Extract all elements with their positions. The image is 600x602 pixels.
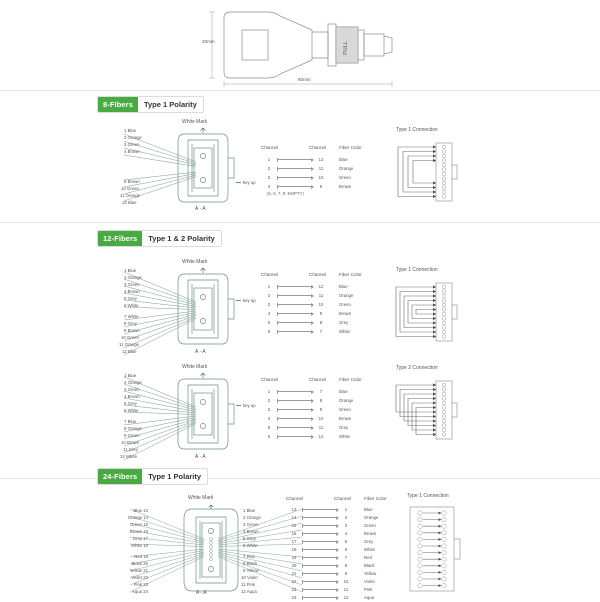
fiber-color: Blue [339, 389, 348, 394]
fiber-label: 7 White [124, 314, 139, 319]
map-arrow [302, 549, 338, 550]
fiber-label: 9 Brown [124, 328, 140, 333]
polarity-label-8-fibers: Type 1 Polarity [138, 97, 203, 112]
table-header-left: Channel [286, 496, 304, 501]
fiber-color: Aqua [364, 595, 375, 600]
fiber-color: Blue [339, 157, 348, 162]
table-header-left: Channel [261, 377, 279, 382]
table-header-color: Fiber Color [364, 496, 387, 501]
fiber-color: Grey [339, 320, 349, 325]
channel-b: 7 [344, 555, 348, 560]
connection-diagram-12f-t2 [392, 379, 472, 441]
channel-b: 9 [319, 184, 323, 189]
channel-b: 11 [318, 166, 324, 171]
fiber-label: 12 Aqua [241, 589, 257, 594]
channel-a: 2 [267, 293, 271, 298]
channel-b: 9 [319, 311, 323, 316]
section-cut-label-8f: A - A [195, 206, 206, 212]
fiber-label: 12 Blue [122, 349, 137, 354]
fiber-label: Violet 22 [131, 575, 148, 580]
map-arrow [302, 565, 338, 566]
channel-a: 13 [291, 507, 297, 512]
map-arrow [277, 322, 313, 323]
channel-a: 5 [267, 425, 271, 430]
channel-b: 12 [343, 595, 349, 600]
table-header-left: Channel [261, 272, 279, 277]
map-arrow [277, 436, 313, 437]
connection-title-12f-t1: Type 1 Connection [396, 267, 438, 273]
table-header-left: Channel [261, 145, 279, 150]
height-dimension-label: 20mm [202, 39, 215, 44]
channel-a: 5 [267, 320, 271, 325]
channel-b: 7 [319, 389, 323, 394]
fiber-label: 8 Grey [124, 321, 137, 326]
fiber-color: Orange [339, 166, 354, 171]
channel-a: 17 [291, 539, 297, 544]
fiber-label: Aqua 24 [131, 589, 148, 594]
fiber-label: Green 15 [130, 522, 148, 527]
table-header-right: Channel [309, 272, 327, 277]
map-arrow [302, 573, 338, 574]
channel-b: 8 [344, 563, 348, 568]
table-header-color: Fiber Color [339, 377, 362, 382]
channel-b: 2 [344, 515, 348, 520]
fiber-color: White [364, 547, 375, 552]
channel-a: 23 [291, 587, 297, 592]
fiber-label: 7 Blue [124, 419, 137, 424]
white-mark-label-12f-t2: White Mark [182, 364, 208, 370]
fiber-color: Orange [364, 515, 379, 520]
fiber-label: 10 Green [121, 335, 139, 340]
fiber-color: Black [364, 563, 375, 568]
white-mark-label-12f-t1: White Mark [182, 259, 208, 265]
map-arrow [302, 581, 338, 582]
fiber-color: Green [339, 302, 351, 307]
fiber-label: 10 Brown [121, 440, 140, 445]
pull-tab-label: PULL [343, 41, 349, 55]
badge-24-fibers: 24-Fibers [98, 469, 142, 484]
fiber-color: Brown [364, 531, 377, 536]
fiber-label: 8 Black [243, 561, 258, 566]
map-arrow [277, 400, 313, 401]
channel-b: 7 [319, 329, 323, 334]
fiber-color: Blue [339, 284, 348, 289]
channel-a: 24 [291, 595, 297, 600]
channel-b: 4 [344, 531, 348, 536]
fiber-color: Grey [339, 425, 349, 430]
channel-a: 20 [291, 563, 297, 568]
fiber-label: 12 White [120, 454, 137, 459]
channel-b: 12 [318, 434, 324, 439]
map-arrow [277, 168, 313, 169]
fiber-label: Grey 17 [132, 536, 148, 541]
badge-8-fibers: 8-Fibers [98, 97, 138, 112]
table-header-right: Channel [309, 377, 327, 382]
fiber-label: 1 Blue [124, 373, 137, 378]
channel-b: 1 [344, 507, 348, 512]
fiber-color: Green [339, 175, 351, 180]
channel-a: 6 [267, 434, 271, 439]
fiber-label: 3 Green [124, 387, 140, 392]
channel-b: 6 [344, 547, 348, 552]
section-header-24-fibers [97, 468, 208, 485]
connector-face-12f-t2 [170, 373, 250, 455]
fiber-label: 5 Grey [243, 536, 256, 541]
fiber-label: 2 Orange [124, 135, 142, 140]
fiber-label: 2 Orange [243, 515, 261, 520]
channel-b: 12 [318, 157, 324, 162]
map-arrow [277, 409, 313, 410]
channel-b: 11 [343, 587, 349, 592]
channel-b: 8 [319, 398, 323, 403]
channel-a: 15 [291, 523, 297, 528]
fiber-label: 6 White [124, 303, 139, 308]
fiber-label: Red 19 [134, 554, 148, 559]
connection-title-12f-t2: Type 2 Connection [396, 365, 438, 371]
key-up-leader-8f [236, 182, 241, 183]
fiber-color: Orange [339, 293, 354, 298]
fiber-color: Brown [339, 416, 352, 421]
channel-b: 10 [343, 579, 349, 584]
channel-a: 3 [267, 175, 271, 180]
fiber-label: 1 Blue [124, 268, 137, 273]
channel-a: 18 [291, 547, 297, 552]
channel-a: 16 [291, 531, 297, 536]
map-arrow [277, 286, 313, 287]
fiber-label: 3 Green [124, 282, 140, 287]
fiber-label: 6 White [124, 408, 139, 413]
section-header-8-fibers [97, 96, 204, 113]
channel-b: 10 [318, 175, 324, 180]
fiber-label: 2 Orange [124, 380, 142, 385]
table-header-color: Fiber Color [339, 272, 362, 277]
channel-a: 2 [267, 166, 271, 171]
section-header-12-fibers [97, 230, 222, 247]
channel-a: 4 [267, 416, 271, 421]
channel-a: 19 [291, 555, 297, 560]
key-up-label-12f-t2: key up [243, 403, 256, 408]
channel-b: 5 [344, 539, 348, 544]
fiber-label: 1 Blue [124, 128, 137, 133]
fiber-label: Black 20 [131, 561, 148, 566]
channel-b: 11 [318, 293, 324, 298]
fiber-label: Brown 16 [129, 529, 148, 534]
map-arrow [302, 533, 338, 534]
table-header-color: Fiber Color [339, 145, 362, 150]
key-up-label-8f: key up [243, 180, 256, 185]
section-cut-label-12f-t1: A - A [195, 349, 206, 355]
fiber-label: 11 Grey [123, 447, 138, 452]
fiber-color: Yellow [364, 571, 377, 576]
map-arrow [277, 159, 313, 160]
channel-a: 3 [267, 407, 271, 412]
map-arrow [277, 186, 313, 187]
length-dimension-label: 60mm [298, 77, 311, 82]
channel-b: 3 [344, 523, 348, 528]
polarity-label-24-fibers: Type 1 Polarity [142, 469, 207, 484]
fiber-label: 7 Red [243, 554, 255, 559]
channel-b: 9 [319, 407, 323, 412]
fiber-label: White 18 [131, 543, 148, 548]
fiber-label: 11 Pink [241, 582, 256, 587]
channel-b: 10 [318, 302, 324, 307]
fiber-label: 4 Brown [124, 394, 140, 399]
section-cut-label-24f: A - A [196, 590, 207, 596]
map-arrow [277, 427, 313, 428]
fiber-color: White [339, 434, 350, 439]
divider [0, 222, 600, 223]
channel-b: 12 [318, 284, 324, 289]
map-arrow [277, 295, 313, 296]
fiber-label: 6 White [243, 543, 258, 548]
polarity-label-12-fibers: Type 1 & 2 Polarity [142, 231, 221, 246]
channel-b: 9 [344, 571, 348, 576]
map-arrow [302, 597, 338, 598]
channel-a: 4 [267, 311, 271, 316]
fiber-label: 5 Grey [124, 296, 137, 301]
connection-diagram-24f [400, 505, 480, 595]
fiber-label: 11 Orange [120, 193, 140, 198]
fiber-color: Orange [339, 398, 354, 403]
badge-12-fibers: 12-Fibers [98, 231, 142, 246]
connection-title-24f: Type 1 Connection [407, 493, 449, 499]
fiber-label: 8 Orange [124, 426, 142, 431]
fiber-color: Blue [364, 507, 373, 512]
map-arrow [302, 541, 338, 542]
fiber-color: Grey [364, 539, 374, 544]
section-cut-label-12f-t2: A - A [195, 454, 206, 460]
white-mark-label-8f: White Mark [182, 119, 208, 125]
channel-b: 11 [318, 425, 324, 430]
fiber-color: Pink [364, 587, 373, 592]
map-arrow [302, 525, 338, 526]
fiber-label: 12 Blue [122, 200, 137, 205]
channel-a: 21 [291, 571, 297, 576]
empty-channels-note: (5, 6, 7, 8: EMPTY) [267, 191, 304, 196]
map-arrow [277, 418, 313, 419]
connection-diagram-8f [392, 141, 472, 203]
divider [0, 478, 600, 479]
fiber-label: Blue 13 [133, 508, 148, 513]
fiber-color: Brown [339, 311, 352, 316]
map-arrow [277, 177, 313, 178]
connector-face-8f [170, 128, 250, 208]
map-arrow [302, 557, 338, 558]
fiber-label: Orange 14 [127, 515, 148, 520]
fiber-label: 9 Green [124, 433, 140, 438]
map-arrow [302, 509, 338, 510]
fiber-label: 10 Green [121, 186, 139, 191]
fiber-label: Yellow 21 [129, 568, 148, 573]
connection-title-8f: Type 1 Connection [396, 127, 438, 133]
channel-a: 1 [267, 389, 271, 394]
connector-dimension-drawing [200, 2, 410, 88]
fiber-color: White [339, 329, 350, 334]
fiber-label: 9 Brown [124, 179, 140, 184]
fiber-label: 3 Green [243, 522, 259, 527]
fiber-label: 5 Grey [124, 401, 137, 406]
fiber-label: 2 Orange [124, 275, 142, 280]
fiber-label: 1 Blue [243, 508, 256, 513]
channel-a: 1 [267, 284, 271, 289]
divider [0, 90, 600, 91]
fiber-label: 10 Violet [241, 575, 258, 580]
map-arrow [302, 517, 338, 518]
fiber-label: 3 Green [124, 142, 140, 147]
fiber-label: 4 Brown [124, 149, 140, 154]
fiber-color: Brown [339, 184, 352, 189]
table-header-right: Channel [334, 496, 352, 501]
fiber-label: 4 Brown [243, 529, 259, 534]
connector-face-12f-t1 [170, 268, 250, 350]
connection-diagram-12f-t1 [392, 281, 472, 343]
map-arrow [277, 304, 313, 305]
channel-a: 4 [267, 184, 271, 189]
key-up-leader-12f-t2 [236, 405, 241, 406]
fiber-color: Violet [364, 579, 375, 584]
channel-b: 10 [318, 416, 324, 421]
channel-a: 6 [267, 329, 271, 334]
channel-a: 2 [267, 398, 271, 403]
fiber-label: 9 Yellow [243, 568, 259, 573]
channel-b: 8 [319, 320, 323, 325]
white-mark-label-24f: White Mark [188, 495, 214, 501]
key-up-label-12f-t1: key up [243, 298, 256, 303]
channel-a: 1 [267, 157, 271, 162]
fiber-color: Red [364, 555, 372, 560]
map-arrow [302, 589, 338, 590]
channel-a: 3 [267, 302, 271, 307]
table-header-right: Channel [309, 145, 327, 150]
key-up-leader-12f-t1 [236, 300, 241, 301]
map-arrow [277, 391, 313, 392]
fiber-label: Pink 23 [133, 582, 148, 587]
channel-a: 22 [291, 579, 297, 584]
map-arrow [277, 313, 313, 314]
fiber-color: Green [339, 407, 351, 412]
fiber-label: 11 Orange [119, 342, 139, 347]
fiber-color: Green [364, 523, 376, 528]
channel-a: 14 [291, 515, 297, 520]
map-arrow [277, 331, 313, 332]
fiber-label: 4 Brown [124, 289, 140, 294]
